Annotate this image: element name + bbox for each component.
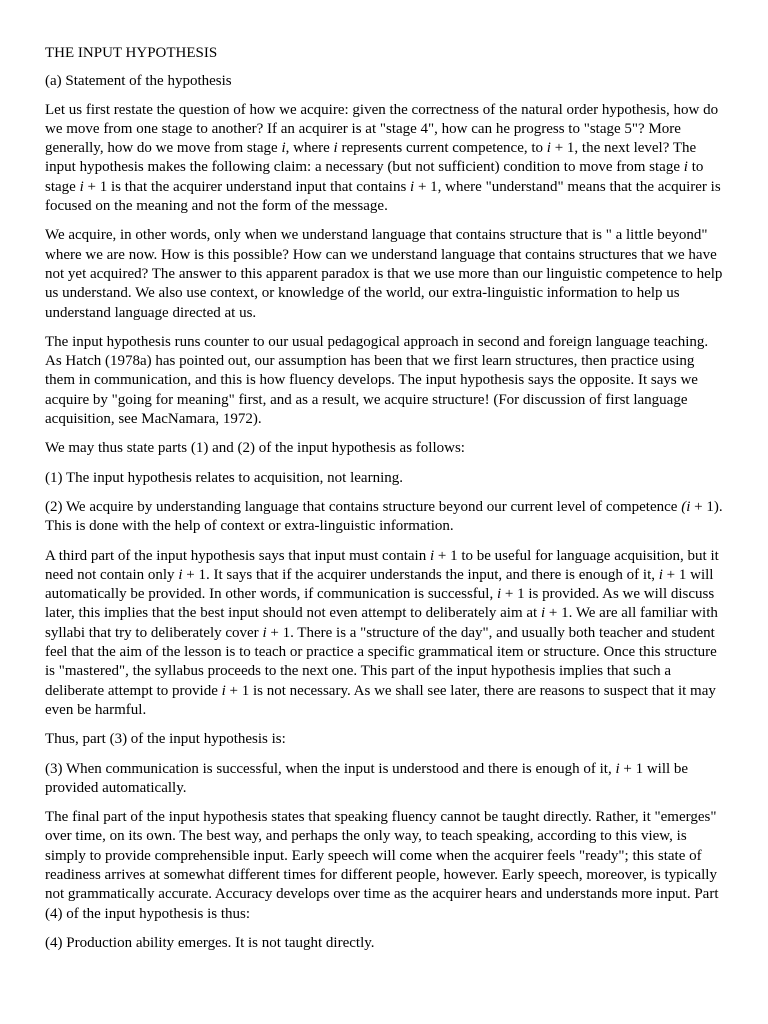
text-run: + 1, where "understand" means that the acquirer is focused on the meaning and not the form of the message. [45, 178, 721, 215]
text-run: + 1 is provided. As we will discuss later, this implies that the best input should not even attempt to deliberately aim at [45, 586, 715, 622]
italic-variable: i [658, 566, 663, 583]
text-run: , where [285, 140, 334, 157]
text-run: + 1, the next level? The input hypothesis makes the following claim: a necessary (but not sufficient) condition to move from stage [45, 140, 697, 176]
italic-variable: i [79, 178, 84, 195]
text-run: + 1. There is a "structure of the day", and usually both teacher and student feel that the aim of the lesson is to teach or practice a specific grammatical item or structure. Once this structure is "mastered", the syllabus proceeds to the next one. This part of the input hypothesis implies that such a deliberate attempt to provide [45, 624, 717, 699]
paragraph [45, 226, 724, 322]
section-heading: (a) Statement of the hypothesis [45, 73, 232, 90]
text-run: (2) We acquire by understanding language that contains structure beyond our current level of competence [45, 498, 682, 515]
text-run: + 1. It says that if the acquirer understands the input, and there is enough of it, [182, 566, 659, 583]
text-run: We may thus state parts (1) and (2) of the input hypothesis as follows: [45, 440, 465, 457]
text-run: A third part of the input hypothesis says that input must contain [45, 547, 430, 564]
paragraph [45, 498, 724, 537]
text-run: + 1 will automatically be provided. In other words, if communication is successful, [45, 566, 714, 603]
document-title: THE INPUT HYPOTHESIS [45, 45, 218, 61]
text-run: (3) When communication is successful, when the input is understood and there is enough of it, [45, 760, 616, 777]
paragraph [45, 730, 724, 749]
text-run: + 1 is that the acquirer understand input that contains [83, 178, 411, 195]
paragraph [45, 101, 724, 217]
text-run: Let us first restate the question of how we acquire: given the correctness of the natural order hypothesis, how do we move from one stage to another? If an acquirer is at "stage 4", how can he progress to "stage 5"? More generally, how do we move from stage [45, 101, 719, 157]
italic-variable: i [540, 605, 546, 622]
text-run: The final part of the input hypothesis states that speaking fluency cannot be taught directly. Rather, it "emerges" over time, on its own. The best way, and perhaps the only way, to teach speaking, according to this view, is simply to provide comprehensible input. Early speech will come when the acquirer feels "ready"; this state of readiness arrives at somewhat different times for different people, however. Early speech, moreover, is typically not grammatically accurate. Accuracy develops over time as the acquirer hears and understands more input. Part (4) of the input hypothesis is thus: [45, 809, 719, 922]
italic-variable: i [615, 760, 620, 777]
text-run: (1) The input hypothesis relates to acquisition, not learning. [45, 469, 403, 486]
paragraph [45, 808, 724, 924]
italic-variable: (i [681, 498, 691, 515]
text-run: + 1. We are all familiar with syllabi that try to deliberately cover [45, 605, 718, 641]
italic-variable: i [178, 566, 183, 583]
italic-variable: i [429, 547, 435, 564]
text-run: + 1 will be provided automatically. [45, 760, 689, 796]
document-body [45, 101, 724, 954]
italic-variable: i [410, 178, 415, 195]
italic-variable: i [333, 140, 338, 157]
text-run: to stage [45, 159, 704, 195]
text-run: represents current competence, to [337, 140, 547, 157]
text-run: + 1 is not necessary. As we shall see later, there are reasons to suspect that it may even be harmful. [45, 682, 716, 718]
italic-variable: i [262, 624, 267, 641]
paragraph [45, 469, 724, 488]
paragraph [45, 760, 724, 799]
text-run: + 1 to be useful for language acquisition, but it need not contain only [45, 547, 719, 583]
italic-variable: i [221, 682, 226, 699]
text-run: + 1). This is done with the help of context or extra-linguistic information. [45, 498, 723, 535]
paragraph [45, 333, 724, 429]
italic-variable: i [546, 140, 551, 157]
text-run: We acquire, in other words, only when we understand language that contains structure that is " a little beyond" where we are now. How is this possible? How can we understand language that contains structures that we have not yet acquired? The answer to this apparent paradox is that we use more than our linguistic competence to help us understand. We also use context, or knowledge of the world, our extra-linguistic information to help us understand language directed at us. [45, 227, 723, 321]
paragraph [45, 547, 724, 721]
italic-variable: i [683, 159, 688, 176]
paragraph [45, 439, 724, 458]
text-run: (4) Production ability emerges. It is not taught directly. [45, 934, 375, 951]
italic-variable: i [281, 140, 286, 157]
italic-variable: i [496, 586, 502, 603]
text-run: Thus, part (3) of the input hypothesis is: [45, 731, 286, 748]
paragraph [45, 934, 724, 953]
text-run: The input hypothesis runs counter to our usual pedagogical approach in second and foreign language teaching. As Hatch (1978a) has pointed out, our assumption has been that we first learn structures, then practice using them in communication, and this is how fluency develops. The input hypothesis says the opposite. It says we acquire by "going for meaning" first, and as a result, we acquire structure! (For discussion of first language acquisition, see MacNamara, 1972). [45, 333, 709, 428]
